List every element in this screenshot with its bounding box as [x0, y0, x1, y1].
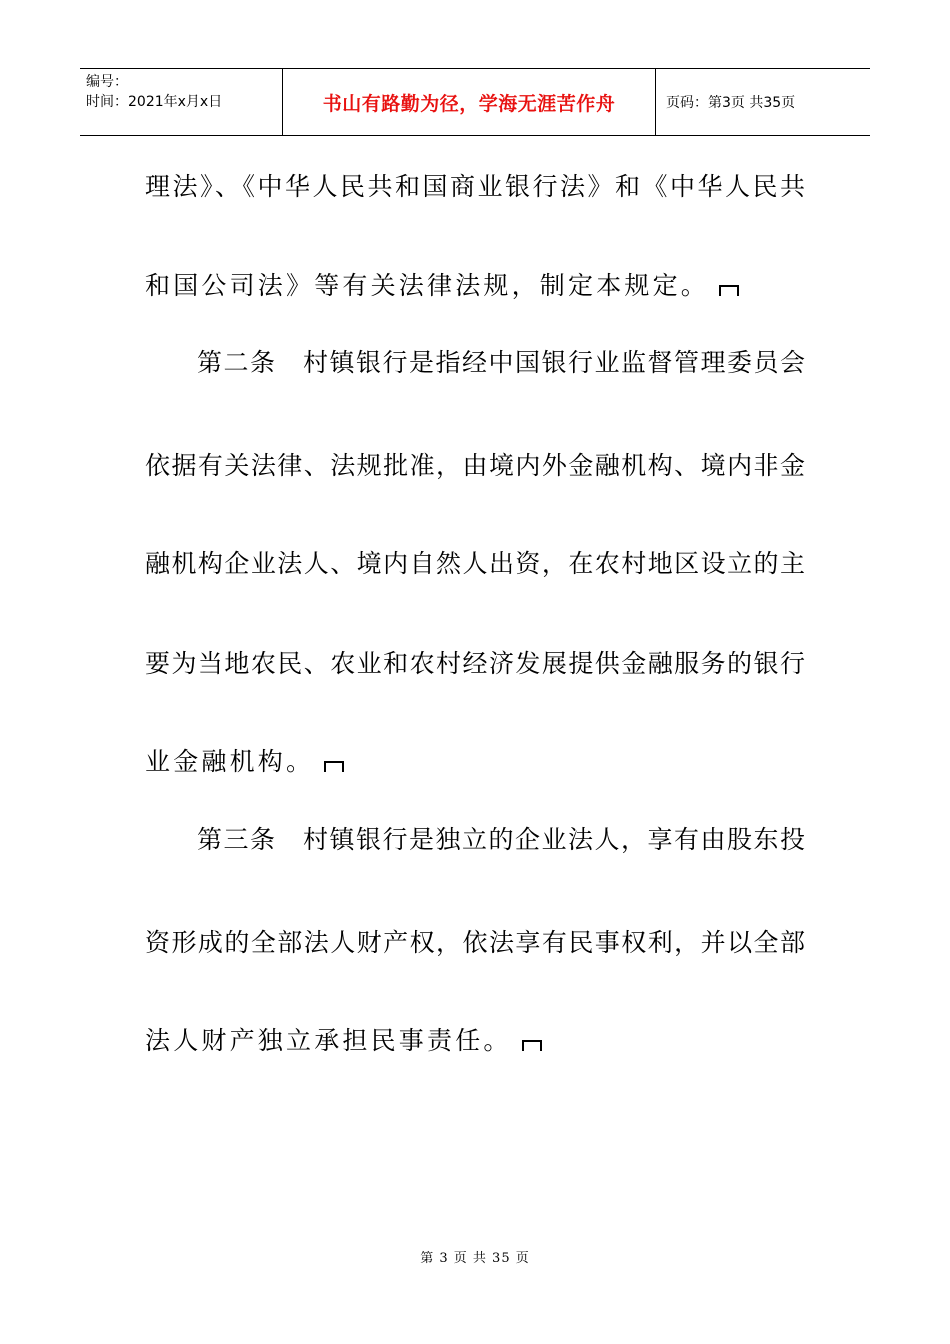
body-line: 资形成的全部法人财产权，依法享有民事权利，并以全部	[145, 928, 805, 957]
body-line-text: 业金融机构。	[145, 747, 315, 776]
header-page-label: 页码：第3页 共35页	[666, 95, 796, 111]
body-line: 要为当地农民、农业和农村经济发展提供金融服务的银行	[145, 649, 805, 678]
header-motto-cell	[283, 69, 656, 135]
body-line: 第三条 村镇银行是独立的企业法人，享有由股东投	[197, 825, 805, 854]
body-line: 融机构企业法人、境内自然人出资，在农村地区设立的主	[145, 549, 805, 578]
header-motto: 书山有路勤为径，学海无涯苦作舟	[322, 92, 616, 115]
header-meta-cell	[80, 69, 283, 135]
page-footer: 第 3 页 共 35 页	[420, 1251, 530, 1266]
paragraph-mark-icon	[719, 285, 739, 296]
body-line: 理法》、《中华人民共和国商业银行法》和《中华人民共	[145, 172, 805, 201]
body-line-text: 和国公司法》等有关法律法规，制定本规定。	[145, 271, 710, 300]
body-line: 依据有关法律、法规批准，由境内外金融机构、境内非金	[145, 451, 805, 480]
paragraph-mark-icon	[522, 1040, 542, 1051]
body-line	[145, 271, 739, 301]
body-line	[145, 1026, 542, 1056]
body-line-text: 法人财产独立承担民事责任。	[145, 1026, 512, 1055]
paragraph-mark-icon	[324, 761, 344, 772]
header-page-cell	[656, 69, 870, 135]
body-line	[145, 747, 344, 777]
document-number-label: 编号：	[86, 74, 128, 90]
body-line: 第二条 村镇银行是指经中国银行业监督管理委员会	[197, 348, 805, 377]
header-table	[80, 68, 870, 136]
document-time-label: 时间：2021年x月x日	[86, 94, 223, 110]
